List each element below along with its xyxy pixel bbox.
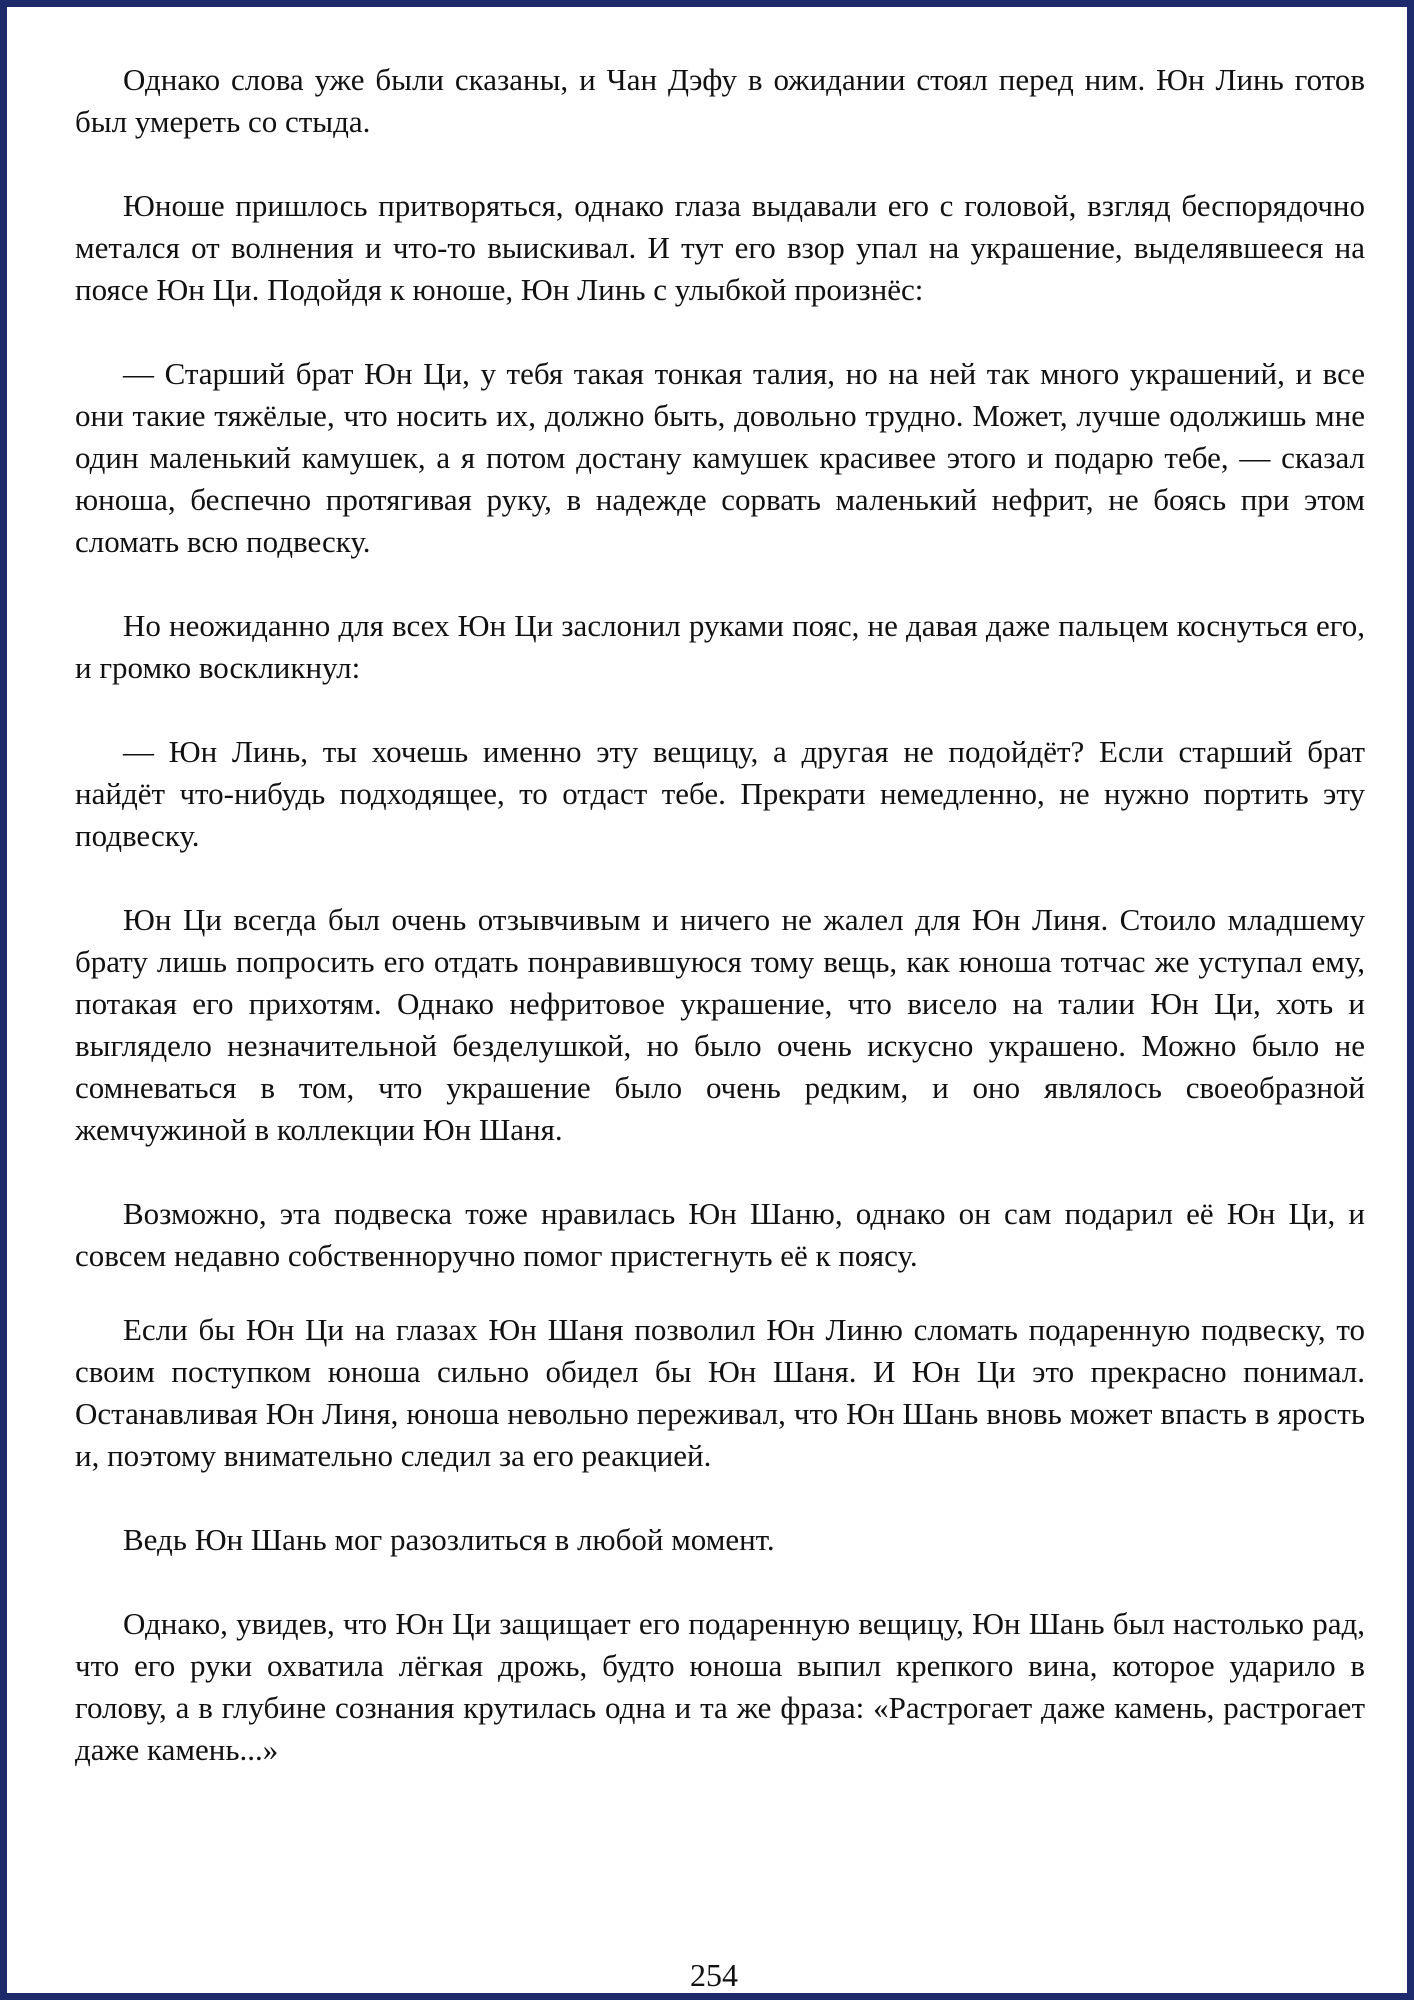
paragraph-7: Возможно, эта подвеска тоже нравилась Юн Шаню, однако он сам подарил её Юн Ци, и совсем недавно собственноручно помог пристегнуть её к поясу. <box>75 1196 1365 1273</box>
page-number: 254 <box>690 1957 738 1993</box>
paragraph-6: Юн Ци всегда был очень отзывчивым и ничего не жалел для Юн Линя. Стоило младшему брату лишь попросить его отдать понравившуюся тому вещь, как юноша тотчас же уступал ему, потакая его прихотям. Однако нефритовое украшение, что висело на талии Юн Ци, хоть и выглядело незначительной безделушкой, но было очень искусно украшено. Можно было не сомневаться в том, что украшение было очень редким, и оно являлось своеобразной жемчужиной в коллекции Юн Шаня. <box>75 902 1365 1147</box>
paragraph-10: Однако, увидев, что Юн Ци защищает его подаренную вещицу, Юн Шань был настолько рад, что его руки охватила лёгкая дрожь, будто юноша выпил крепкого вина, которое ударило в голову, а в глубине сознания крутилась одна и та же фраза: «Растрогает даже камень, растрогает даже камень...» <box>75 1606 1365 1767</box>
paragraph-2: Юноше пришлось притворяться, однако глаза выдавали его с головой, взгляд беспорядочно метался от волнения и что-то выискивал. И тут его взор упал на украшение, выделявшееся на поясе Юн Ци. Подойдя к юноше, Юн Линь с улыбкой произнёс: <box>75 188 1365 307</box>
paragraph-1: Однако слова уже были сказаны, и Чан Дэфу в ожидании стоял перед ним. Юн Линь готов был умереть со стыда. <box>75 62 1365 139</box>
paragraph-9: Ведь Юн Шань мог разозлиться в любой момент. <box>123 1522 775 1557</box>
paragraph-4: Но неожиданно для всех Юн Ци заслонил руками пояс, не давая даже пальцем коснуться его, и громко воскликнул: <box>75 608 1365 685</box>
paragraph-3: — Старший брат Юн Ци, у тебя такая тонкая талия, но на ней так много украшений, и все они такие тяжёлые, что носить их, должно быть, довольно трудно. Может, лучше одолжишь мне один маленький камушек, а я потом достану камушек красивее этого и подарю тебе, — сказал юноша, беспечно протягивая руку, в надежде сорвать маленький нефрит, не боясь при этом сломать всю подвеску. <box>75 356 1365 559</box>
paragraph-8: Если бы Юн Ци на глазах Юн Шаня позволил Юн Линю сломать подаренную подвеску, то своим поступком юноша сильно обидел бы Юн Шаня. И Юн Ци это прекрасно понимал. Останавливая Юн Линя, юноша невольно переживал, что Юн Шань вновь может впасть в ярость и, поэтому внимательно следил за его реакцией. <box>75 1312 1365 1473</box>
paragraph-5: — Юн Линь, ты хочешь именно эту вещицу, а другая не подойдёт? Если старший брат найдёт что-нибудь подходящее, то отдаст тебе. Прекрати немедленно, не нужно портить эту подвеску. <box>75 734 1365 853</box>
document-body <box>75 59 1365 1813</box>
